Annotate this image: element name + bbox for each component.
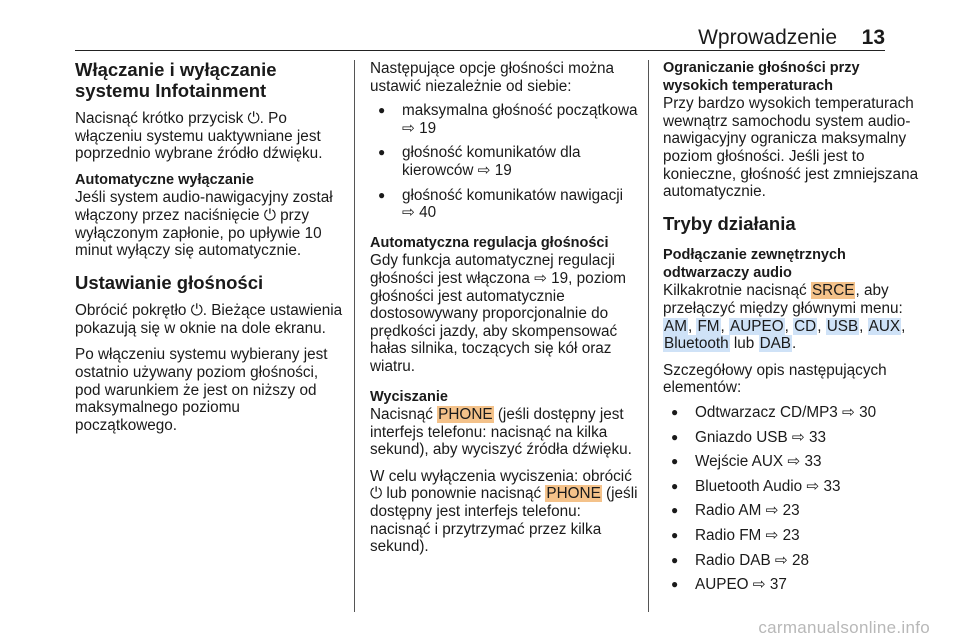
list-item: ● maksymalna głośność początkowa ⇨ 19 (370, 102, 638, 137)
phone-button-label: PHONE (546, 485, 601, 503)
column-2 (370, 60, 638, 556)
menu-aux: AUX (868, 317, 901, 335)
heading-auto-volume: Automatyczna regulacja głośności (370, 234, 609, 251)
list-item: ● Gniazdo USB ⇨ 33 (663, 429, 928, 447)
menu-usb: USB (826, 317, 859, 335)
page-number: 13 (861, 26, 885, 49)
paragraph-mute-2: W celu wyłączenia wyciszenia: obrócić ⏻ lub ponownie nacisnąć PHONE (jeśli dostępny jest interfejs telefonu: nacisnąć i przytrzymać przez kilka sekund). (370, 467, 638, 556)
paragraph-mute-1: Nacisnąć PHONE (jeśli dostępny jest interfejs telefonu: nacisnąć na kilka sekund), aby wyciszyć źródła dźwięku. (370, 406, 632, 459)
column-3 (663, 60, 928, 594)
paragraph-onoff: Nacisnąć krótko przycisk ⏻. Po włączeniu systemu uaktywniane jest poprzednio wybrane źródło dźwięku. (75, 110, 323, 163)
heading-mute: Wyciszanie (370, 388, 448, 405)
list-item: ● Radio DAB ⇨ 28 (663, 552, 928, 570)
paragraph-volume-options: Następujące opcje głośności można ustawić niezależnie od siebie: (370, 60, 615, 95)
paragraph-volume-1: Obrócić pokrętło ⏻. Bieżące ustawienia pokazują się w oknie na dole ekranu. (75, 302, 343, 337)
list-item: ● Bluetooth Audio ⇨ 33 (663, 478, 928, 496)
volume-options-list (370, 102, 638, 222)
paragraph-auto-off: Jeśli system audio-nawigacyjny został włączony przez naciśnięcie ⏻ przy wyłączonym zapłonie, po upływie 10 minut wyłączy się automatycznie. (75, 189, 333, 260)
header-rule (75, 50, 885, 51)
menu-dab: DAB (759, 335, 792, 353)
list-item: ● Radio AM ⇨ 23 (663, 502, 928, 520)
heading-auto-off: Automatyczne wyłączanie (75, 171, 254, 188)
column-divider (648, 60, 649, 612)
phone-button-label: PHONE (438, 406, 493, 424)
menu-fm: FM (697, 317, 720, 335)
heading-operating-modes: Tryby działania (663, 212, 796, 234)
paragraph-temp-limit: Przy bardzo wysokich temperaturach wewnątrz samochodu system audio-nawigacyjny ogranicza maksymalny poziom głośności. Jeśli jest to konieczne, głośność jest zmniejszana automatycznie. (663, 95, 919, 201)
list-item: ● AUPEO ⇨ 37 (663, 576, 928, 594)
list-item: ● Odtwarzacz CD/MP3 ⇨ 30 (663, 404, 928, 422)
column-divider (354, 60, 355, 612)
list-item: ● głośność komunikatów dla kierowców ⇨ 19 (370, 144, 638, 179)
sources-list (663, 404, 928, 594)
column-1 (75, 60, 345, 434)
paragraph-external-players: Kilkakrotnie nacisnąć SRCE, aby przełączyć między głównymi menu: AM, FM, AUPEO, CD, USB, AUX, Bluetooth lub DAB. (663, 282, 906, 353)
menu-am: AM (664, 317, 687, 335)
menu-aupeo: AUPEO (730, 317, 784, 335)
list-item: ● głośność komunikatów nawigacji ⇨ 40 (370, 187, 638, 222)
menu-bluetooth: Bluetooth (664, 335, 729, 353)
paragraph-volume-2: Po włączeniu systemu wybierany jest ostatnio używany poziom głośności, pod warunkiem że jest on niższy od maksymalnego poziomu początkowego. (75, 346, 328, 434)
heading-external-players: Podłączanie zewnętrznych odtwarzaczy audio (663, 247, 846, 281)
srce-button-label: SRCE (811, 282, 855, 300)
watermark: carmanualsonline.info (758, 618, 930, 637)
list-item: ● Radio FM ⇨ 23 (663, 527, 928, 545)
menu-cd: CD (794, 317, 817, 335)
list-item: ● Wejście AUX ⇨ 33 (663, 453, 928, 471)
heading-volume: Ustawianie głośności (75, 271, 264, 293)
heading-temp-limit: Ograniczanie głośności przy wysokich temperaturach (663, 60, 860, 94)
paragraph-details: Szczegółowy opis następujących elementów: (663, 361, 887, 397)
page-header (75, 26, 885, 48)
paragraph-auto-volume: Gdy funkcja automatycznej regulacji głośności jest włączona ⇨ 19, poziom głośności jest automatycznie dostosowywany proporcjonalnie do prędkości jazdy, aby skompensować hałas silnika, toczących się kół oraz wiatru. (370, 252, 626, 375)
heading-onoff: Włączanie i wyłączanie systemu Infotainment (75, 59, 277, 101)
chapter-title: Wprowadzenie (698, 26, 837, 49)
